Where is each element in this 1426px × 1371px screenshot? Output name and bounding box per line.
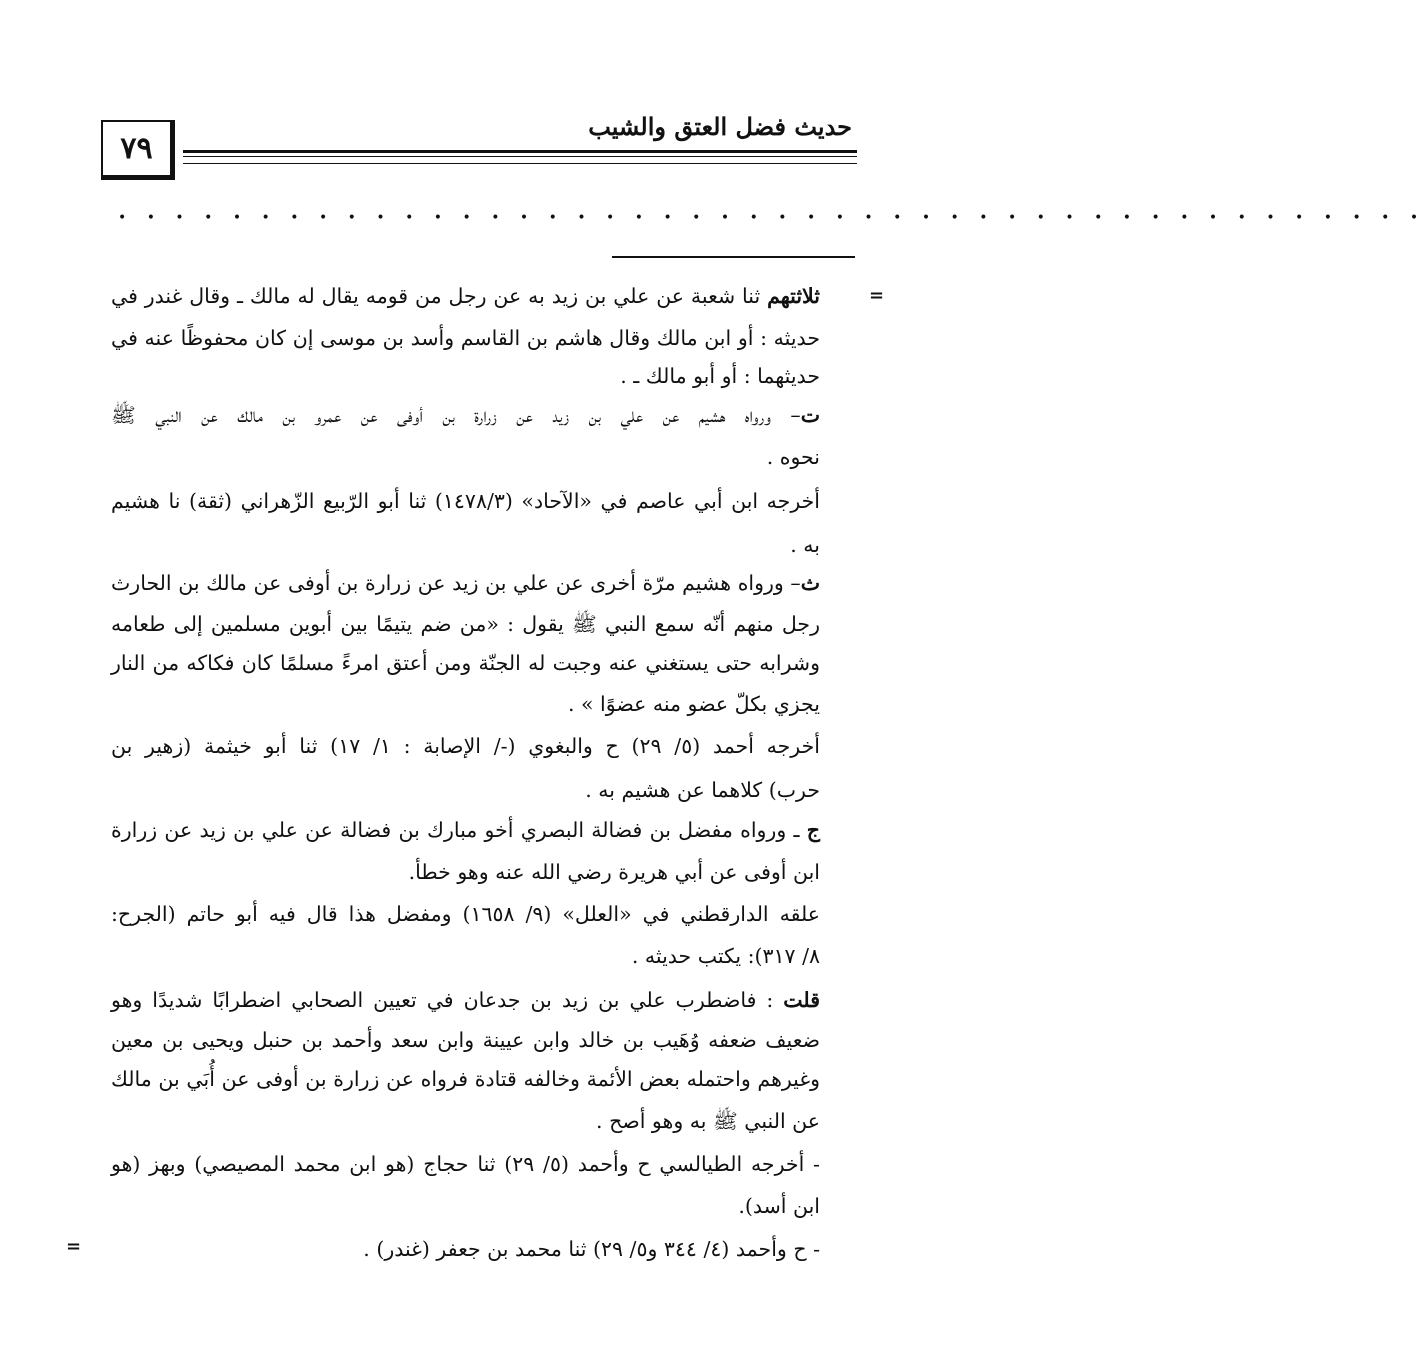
line-text: وغيرهم واحتمله بعض الأئمة وخالفه قتادة فرواه عن زرارة بن أوفى عن أُبَي بن مالك [111, 1067, 820, 1091]
line-text: حديثهما : أو أبو مالك ـ . [620, 364, 820, 388]
text-line [585, 775, 820, 805]
text-line [738, 1191, 820, 1221]
line-text: : فاضطرب علي بن زيد بن جدعان في تعيين الصحابي اضطرابًا شديدًا وهو [111, 988, 784, 1012]
line-text: نحوه . [766, 445, 820, 469]
running-title: حديث فضل العتق والشيب [588, 112, 852, 141]
text-line [620, 361, 820, 391]
text-line [568, 689, 820, 719]
line-text: – ورواه هشيم مرّة أخرى عن علي بن زيد عن زرارة بن أوفى عن مالك بن الحارث [111, 571, 801, 595]
text-line [111, 609, 820, 639]
page-number: ٧٩ [120, 131, 153, 166]
line-text: ضعيف ضعفه وُهَيب بن خالد وابن عيينة وابن سعد وأحمد بن حنبل ويحيى بن معين [111, 1028, 820, 1052]
line-lead: ثلاثتهم [767, 284, 820, 308]
line-lead: ج [806, 818, 820, 842]
text-line [111, 731, 820, 761]
line-text: ابن أوفى عن أبي هريرة رضي الله عنه وهو خطأ. [408, 860, 820, 884]
line-text: حرب) كلاهما عن هشيم به . [585, 778, 820, 802]
page-number-box [101, 120, 175, 180]
text-line [111, 648, 820, 678]
line-text: – ورواه هشيم عن علي بن زيد عن زرارة بن أوفى عن عمرو بن مالك عن النبي ﷺ [111, 403, 801, 427]
text-line [111, 568, 820, 598]
continuation-mark-start: = [869, 285, 885, 306]
continuation-mark-end: = [66, 1236, 82, 1257]
text-line [409, 857, 820, 887]
text-line [111, 400, 820, 430]
text-line [111, 281, 820, 311]
line-text: - ح وأحمد (٤/ ٣٤٤ و٥/ ٢٩) ثنا محمد بن جعفر (غندر) . [363, 1237, 820, 1261]
header-rule [183, 150, 857, 164]
text-line [111, 1064, 820, 1094]
line-text: ٨/ ٣١٧): يكتب حديثه . [631, 944, 820, 968]
dot-separator: • • • • • • • • • • • • • • • • • • • • • • • • • • • • • • • • • • • • • • • • • • • • • • [118, 210, 1426, 226]
text-line [111, 323, 820, 353]
line-text: ـ ورواه مفضل بن فضالة البصري أخو مبارك بن فضالة عن علي بن زيد عن زرارة [111, 818, 807, 842]
text-line [790, 530, 820, 560]
text-line [111, 899, 820, 929]
line-text: أخرجه ابن أبي عاصم في «الآحاد» (١٤٧٨/٣) ثنا أبو الرّبيع الزّهراني (ثقة) نا هشيم [111, 489, 820, 513]
footnote-rule [612, 256, 855, 258]
line-text: عن النبي ﷺ به وهو أصح . [596, 1109, 820, 1133]
line-text: يجزي بكلّ عضو منه عضوًا » . [567, 692, 820, 716]
line-text: علقه الدارقطني في «العلل» (٩/ ١٦٥٨) ومفضل هذا قال فيه أبو حاتم (الجرح: [111, 902, 820, 926]
line-text: رجل منهم أنّه سمع النبي ﷺ يقول : «من ضم يتيمًا بين أبوين مسلمين إلى طعامه [111, 612, 820, 636]
line-text: أخرجه أحمد (٥/ ٢٩) ح والبغوي (-/ الإصابة : ١/ ١٧) ثنا أبو خيثمة (زهير بن [111, 734, 820, 758]
text-line [111, 985, 820, 1015]
text-line [111, 486, 820, 516]
line-text: ابن أسد). [738, 1194, 820, 1218]
text-line [596, 1106, 820, 1136]
text-line [111, 1149, 820, 1179]
text-line [111, 1025, 820, 1055]
text-line [632, 941, 820, 971]
line-lead: ث [800, 571, 820, 595]
text-line [111, 815, 820, 845]
line-text: حديثه : أو ابن مالك وقال هاشم بن القاسم وأسد بن موسى إن كان محفوظًا عنه في [111, 326, 820, 350]
line-text: وشرابه حتى يستغني عنه وجبت له الجنّة ومن أعتق امرءً مسلمًا كان فكاكه من النار [111, 651, 820, 675]
line-text: به . [790, 533, 820, 557]
line-text: - أخرجه الطيالسي ح وأحمد (٥/ ٢٩) ثنا حجاج (هو ابن محمد المصيصي) وبهز (هو [111, 1152, 820, 1176]
text-line [767, 442, 820, 472]
text-line [363, 1234, 820, 1264]
line-lead: ت [800, 403, 820, 427]
line-lead: قلت [783, 988, 820, 1012]
line-text: ثنا شعبة عن علي بن زيد به عن رجل من قومه يقال له مالك ـ وقال غندر في [111, 284, 768, 308]
